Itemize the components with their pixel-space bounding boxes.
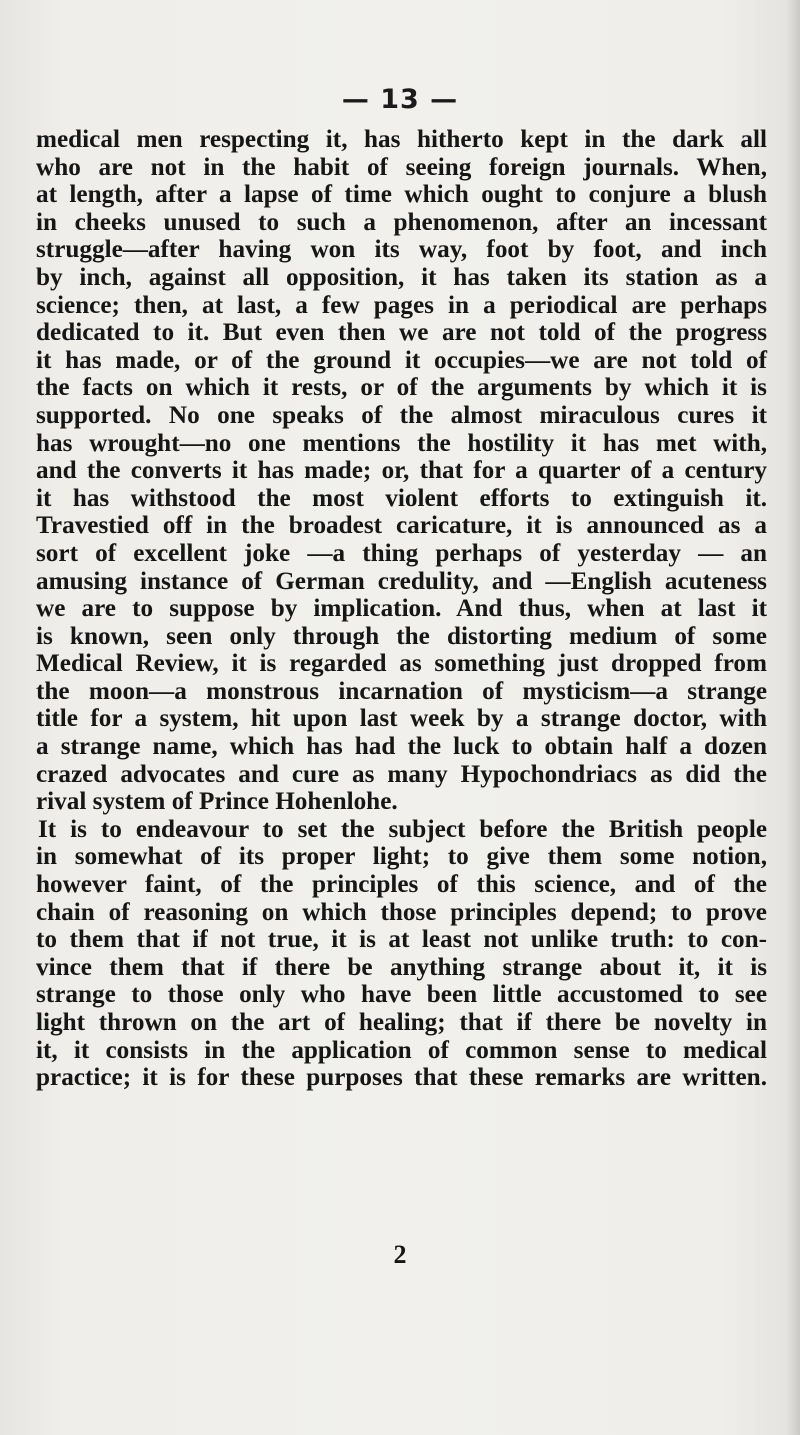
- text-line: chain of reasoning on which those principles depend; to prove: [36, 898, 767, 926]
- text-line: dedicated to it. But even then we are not told of the progress: [36, 319, 767, 347]
- text-line: we are to suppose by implication. And thus, when at last it: [36, 595, 767, 623]
- text-line: at length, after a lapse of time which ought to conjure a blush: [36, 181, 767, 209]
- text-line: the moon—a monstrous incarnation of mysticism—a strange: [36, 677, 767, 705]
- text-line: crazed advocates and cure as many Hypochondriacs as did the: [36, 760, 767, 788]
- text-line: strange to those only who have been little accustomed to see: [36, 981, 767, 1009]
- text-line: supported. No one speaks of the almost miraculous cures it: [36, 401, 767, 429]
- text-line: practice; it is for these purposes that these remarks are written.: [36, 1064, 767, 1092]
- text-line: in somewhat of its proper light; to give them some notion,: [36, 843, 767, 871]
- text-line: has wrought—no one mentions the hostility it has met with,: [36, 429, 767, 457]
- text-line: amusing instance of German credulity, and —English acuteness: [36, 567, 767, 595]
- text-line: title for a system, hit upon last week by a strange doctor, with: [36, 705, 767, 733]
- text-line: medical men respecting it, has hitherto kept in the dark all: [36, 126, 767, 153]
- text-line: however faint, of the principles of this science, and of the: [36, 871, 767, 899]
- text-line: the facts on which it rests, or of the arguments by which it is: [36, 374, 767, 402]
- text-line: science; then, at last, a few pages in a periodical are perhaps: [36, 291, 767, 319]
- text-line: sort of excellent joke —a thing perhaps of yesterday — an: [36, 539, 767, 567]
- text-line: light thrown on the art of healing; that if there be novelty in: [36, 1009, 767, 1036]
- text-line: it, it consists in the application of common sense to medical: [36, 1036, 767, 1064]
- text-line: It is to endeavour to set the subject before the British people: [38, 815, 767, 843]
- text-line: Medical Review, it is regarded as something just dropped from: [36, 650, 767, 678]
- signature-mark: 2: [393, 1240, 407, 1269]
- page-number: — 13 —: [341, 84, 459, 115]
- text-line: struggle—after having won its way, foot by foot, and inch: [36, 236, 767, 264]
- text-line: to them that if not true, it is at least not unlike truth: to con-: [36, 926, 767, 954]
- text-line: Travestied off in the broadest caricature, it is announced as a: [36, 512, 767, 540]
- text-line: in cheeks unused to such a phenomenon, after an incessant: [36, 208, 767, 236]
- text-line: and the converts it has made; or, that for a quarter of a century: [36, 457, 767, 485]
- text-line: vince them that if there be anything strange about it, it is: [36, 953, 767, 981]
- page-edge-shadow: [786, 0, 800, 1435]
- text-line: is known, seen only through the distorting medium of some: [36, 622, 767, 650]
- text-line: it has made, or of the ground it occupies—we are not told of: [36, 346, 767, 374]
- text-line: rival system of Prince Hohenlohe.: [36, 788, 398, 816]
- text-line: by inch, against all opposition, it has taken its station as a: [36, 263, 767, 291]
- text-line: it has withstood the most violent efforts to extinguish it.: [36, 484, 767, 512]
- text-line: a strange name, which has had the luck to obtain half a dozen: [36, 733, 767, 761]
- body-text: [36, 126, 767, 1092]
- text-line: who are not in the habit of seeing foreign journals. When,: [36, 153, 767, 181]
